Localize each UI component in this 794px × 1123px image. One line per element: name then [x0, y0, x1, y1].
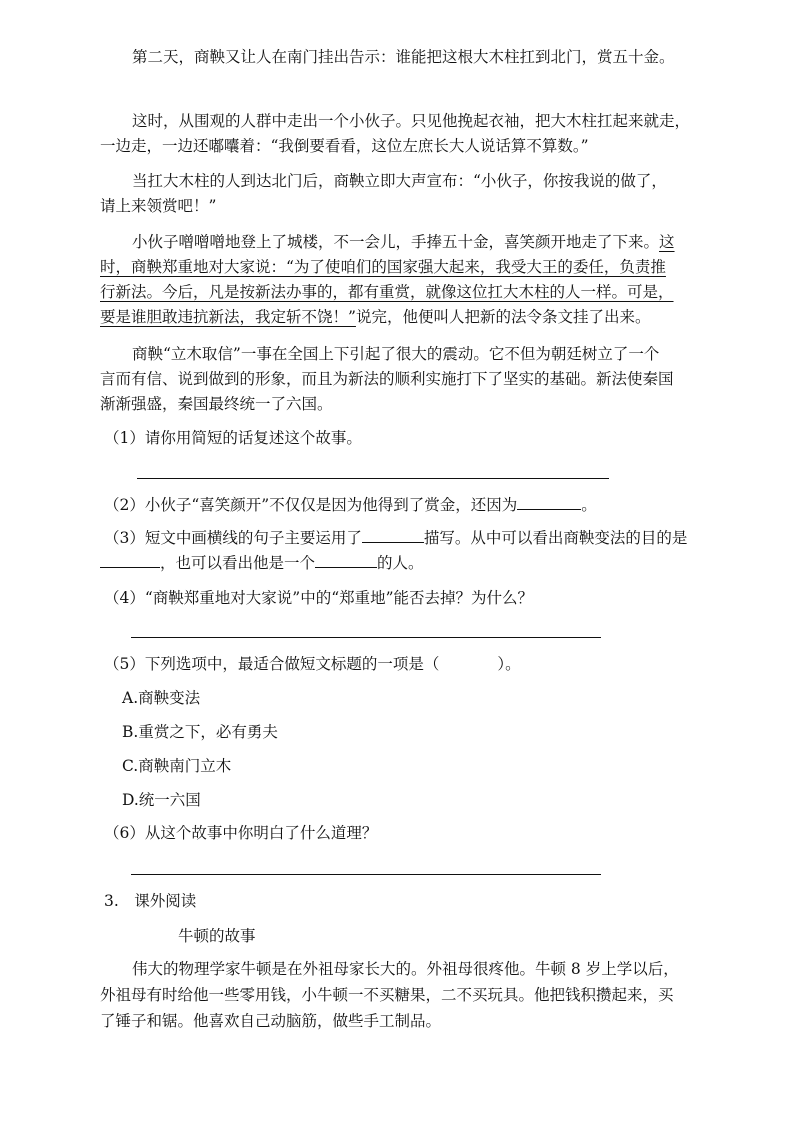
question-5 — [104, 653, 704, 675]
option-d[interactable]: D.统一六国 — [122, 791, 201, 809]
answer-blank-q3-purpose[interactable] — [100, 551, 160, 568]
answer-blank-q3-technique[interactable] — [362, 526, 424, 543]
question-3-text-a: （3）短文中画横线的句子主要运用了 — [104, 529, 362, 547]
question-3-text-c: ，也可以看出他是一个 — [160, 554, 316, 572]
story-paragraph-1: 第二天，商鞅又让人在南门挂出告示：谁能把这根大木柱扛到北门，赏五十金。 — [132, 48, 675, 66]
answer-line-q6[interactable] — [131, 874, 601, 875]
underlined-sentence-end: 要是谁胆敢违抗新法，我定斩不饶！” — [100, 308, 356, 326]
reading-paragraph-line-2: 外祖母有时给他一些零用钱，小牛顿一不买糖果，二不买玩具。他把钱积攒起来，买 — [100, 986, 674, 1004]
question-3-line-2 — [100, 551, 700, 574]
reading-paragraph-line-3: 了锤子和锯。他喜欢自己动脑筋，做些手工制品。 — [100, 1012, 442, 1030]
underlined-sentence-line-2: 时，商鞅郑重地对大家说：“为了使咱们的国家强大起来，我受大王的委任，负责推 — [100, 258, 666, 276]
question-5-end: ）。 — [497, 655, 521, 673]
option-b[interactable]: B.重赏之下，必有勇夫 — [122, 723, 278, 741]
section-3-heading: 3. 课外阅读 — [104, 892, 197, 910]
option-c[interactable]: C.商鞅南门立木 — [122, 757, 232, 775]
story-paragraph-5-line-1: 商鞅“立木取信”一事在全国上下引起了很大的震动。它不但为朝廷树立了一个 — [132, 345, 660, 363]
reading-title: 牛顿的故事 — [178, 927, 256, 945]
question-2-end: 。 — [581, 496, 597, 514]
underlined-sentence-line-3: 行新法。今后，凡是按新法办事的，都有重赏，就像这位扛大木柱的人一样。可是， — [100, 283, 674, 301]
question-1: （1）请你用简短的话复述这个故事。 — [104, 429, 362, 447]
question-2-text: （2）小伙子“喜笑颜开”不仅仅是因为他得到了赏金，还因为 — [104, 496, 518, 514]
option-a[interactable]: A.商鞅变法 — [122, 689, 201, 707]
question-3-line-1 — [104, 526, 704, 549]
question-6: （6）从这个故事中你明白了什么道理？ — [104, 824, 378, 842]
question-4: （4）“商鞅郑重地对大家说”中的“郑重地”能否去掉？为什么？ — [104, 589, 534, 607]
reading-paragraph-line-1: 伟大的物理学家牛顿是在外祖母家长大的。外祖母很疼他。牛顿 8 岁上学以后， — [132, 960, 679, 978]
story-paragraph-2-line-2: 一边走，一边还嘟囔着：“我倒要看看，这位左庶长大人说话算不算数。” — [100, 137, 589, 155]
story-paragraph-4-text: 小伙子噌噌噌地登上了城楼，不一会儿，手捧五十金，喜笑颜开地走了下来。 — [132, 233, 660, 251]
story-paragraph-4-ending: 说完，他便叫人把新的法令条文挂了出来。 — [355, 308, 651, 326]
question-3-text-b: 描写。从中可以看出商鞅变法的目的是 — [423, 529, 688, 547]
story-paragraph-4-line-1 — [132, 231, 732, 253]
story-paragraph-2-line-1: 这时，从围观的人群中走出一个小伙子。只见他挽起衣袖，把大木柱扛起来就走， — [132, 112, 691, 130]
question-3-text-d: 的人。 — [377, 554, 424, 572]
answer-line-q1[interactable] — [137, 478, 609, 479]
question-5-text: （5）下列选项中，最适合做短文标题的一项是（ — [104, 655, 440, 673]
question-2 — [104, 493, 704, 516]
answer-line-q4[interactable] — [131, 637, 601, 638]
story-paragraph-3-line-2: 请上来领赏吧！” — [100, 197, 217, 215]
answer-blank-q3-person[interactable] — [315, 551, 377, 568]
story-paragraph-3-line-1: 当扛大木柱的人到达北门后，商鞅立即大声宣布：“小伙子，你按我说的做了， — [132, 172, 667, 190]
answer-blank-q2[interactable] — [517, 493, 581, 510]
story-paragraph-5-line-2: 言而有信、说到做到的形象，而且为新法的顺利实施打下了坚实的基础。新法使秦国 — [100, 370, 674, 388]
underlined-sentence-start: 这 — [659, 233, 675, 251]
story-paragraph-4-line-4 — [100, 306, 700, 328]
story-paragraph-5-line-3: 渐渐强盛，秦国最终统一了六国。 — [100, 395, 333, 413]
